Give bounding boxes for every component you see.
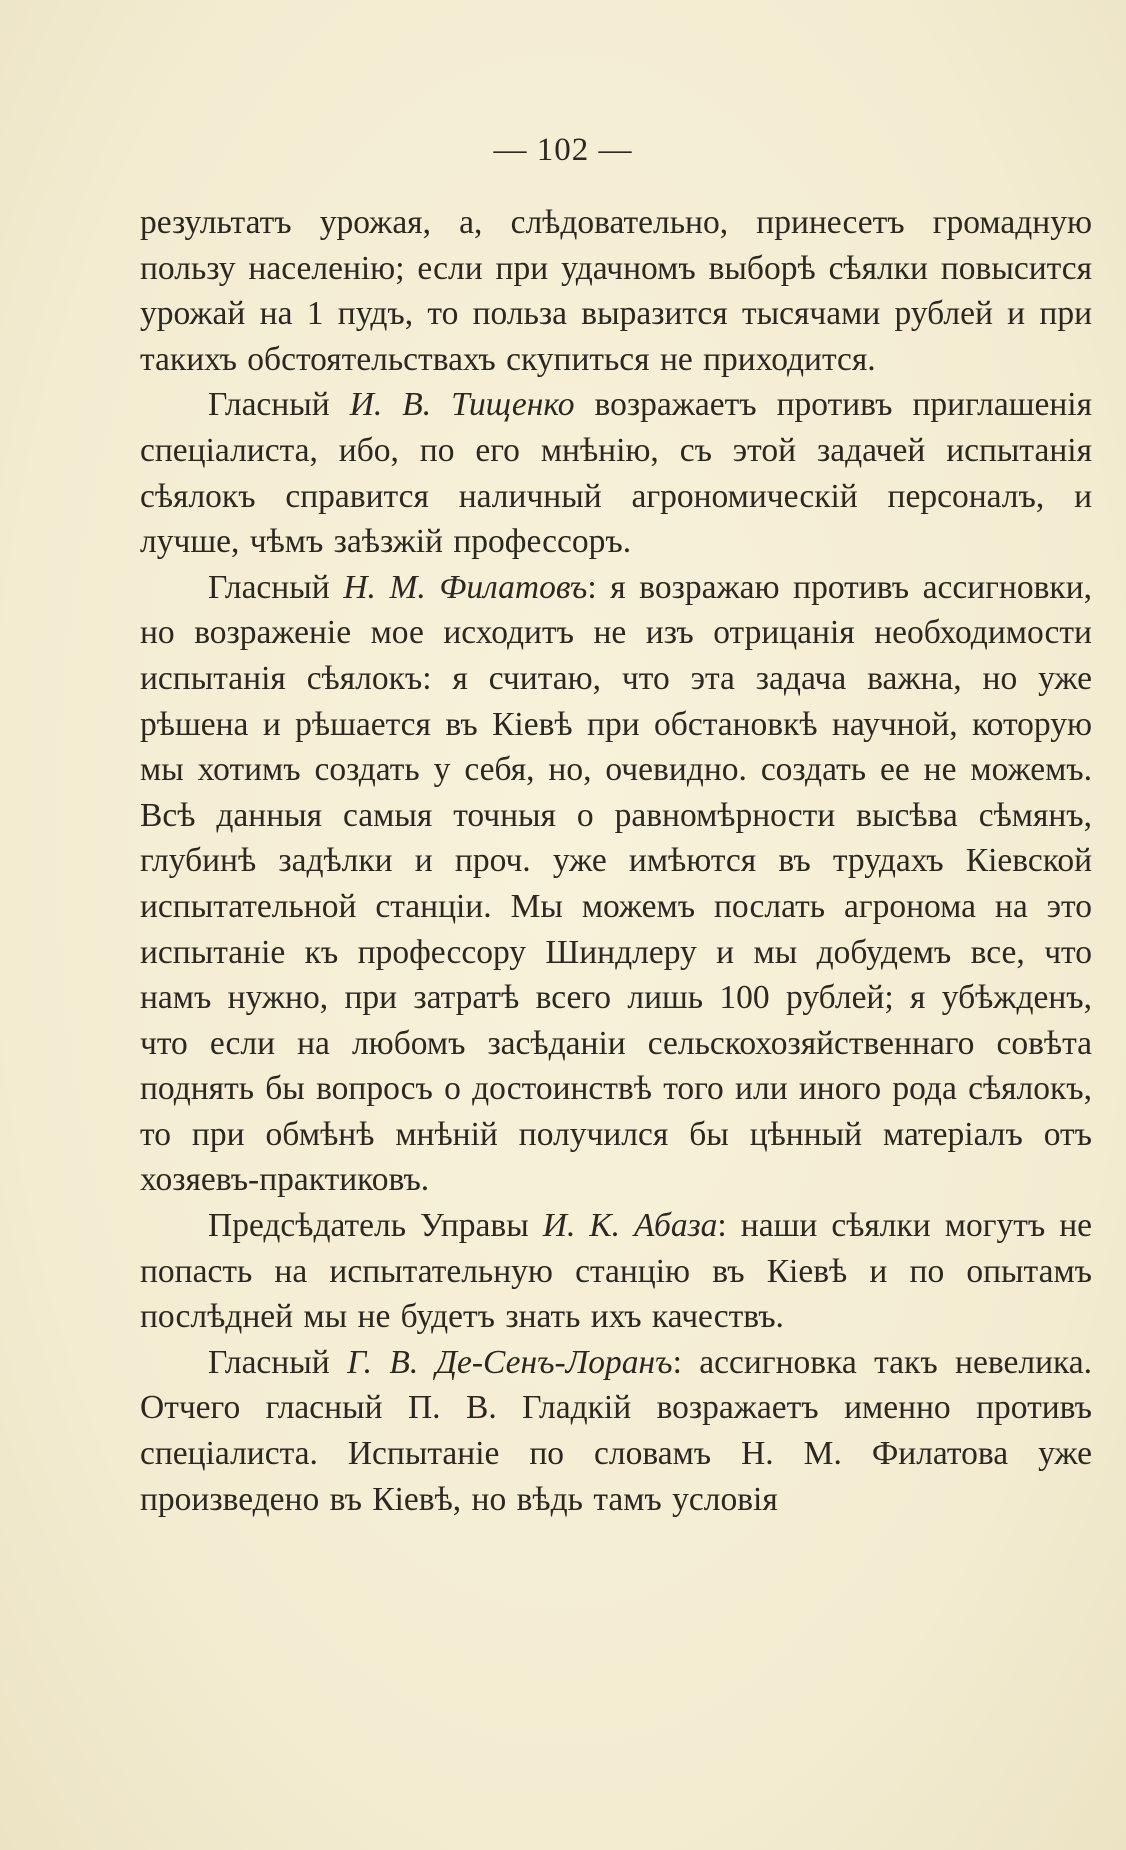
page-number: — 102 — <box>493 132 633 168</box>
paragraph-5 <box>140 1340 1092 1522</box>
speaker-name-tishchenko: И. В. Тищенко <box>349 386 575 424</box>
paragraph-4 <box>140 1203 1092 1340</box>
paragraph-3-text: : я возражаю противъ ассигновки, но возраженіе мое исходитъ не изъ отрицанія необходимости испытанія сѣялокъ: я считаю, что эта задача важна, но уже рѣшена и рѣшается въ Кіевѣ при обстановкѣ научной, которую мы хотимъ создать у себя, но, очевидно. создать ее не можемъ. Всѣ данныя самыя точныя о равномѣрности высѣва сѣмянъ, глубинѣ задѣлки и проч. уже имѣются въ трудахъ Кіевской испытательной станціи. Мы можемъ послать агронома на это испытаніе къ профессору Шиндлеру и мы добудемъ все, что намъ нужно, при затратѣ всего лишь 100 рублей; я убѣжденъ, что если на любомъ засѣданіи сельскохозяйственнаго совѣта поднять бы вопросъ о достоинствѣ того или иного рода сѣялокъ, то при обмѣнѣ мнѣній получился бы цѣнный матеріалъ отъ хозяевъ-практиковъ. <box>140 568 1092 1199</box>
paragraph-3 <box>140 565 1092 1203</box>
speaker-name-filatov: Н. М. Филатовъ <box>343 568 588 606</box>
speaker-name-de-saint-laurent: Г. В. Де-Сенъ-Лоранъ <box>347 1343 673 1381</box>
paragraph-2-lead: Гласный <box>208 386 350 424</box>
speaker-name-abaza: И. К. Абаза <box>542 1207 718 1245</box>
paragraph-2-text: возражаетъ противъ приглашенія спеціалиста, ибо, по его мнѣнію, съ этой задачей испытанія сѣялокъ справится наличный агрономическій персоналъ, и лучше, чѣмъ заѣзжій профессоръ. <box>140 386 1093 561</box>
paragraph-5-lead: Гласный <box>208 1343 348 1381</box>
body-text <box>140 200 1092 1522</box>
paragraph-3-lead: Гласный <box>208 568 344 606</box>
paragraph-2 <box>140 382 1092 564</box>
paragraph-5-text: : ассигновка такъ невелика. Отчего гласный П. В. Гладкій возражаетъ именно противъ спеціалиста. Испытаніе по словамъ Н. М. Филатова уже произведено въ Кіевѣ, но вѣдь тамъ условія <box>140 1343 1093 1518</box>
paragraph-4-lead: Предсѣдатель Управы <box>208 1207 543 1245</box>
paragraph-1-text: результатъ урожая, а, слѣдовательно, принесетъ громадную пользу населенію; если при удачномъ выборѣ сѣялки повысится урожай на 1 пудъ, то польза выразится тысячами рублей и при такихъ обстоятельствахъ скупиться не приходится. <box>140 204 1092 378</box>
paragraph-1 <box>140 200 1092 382</box>
paragraph-4-text: : наши сѣялки могутъ не попасть на испытательную станцію въ Кіевѣ и по опытамъ послѣдней мы не будетъ знать ихъ качествъ. <box>140 1207 1093 1336</box>
